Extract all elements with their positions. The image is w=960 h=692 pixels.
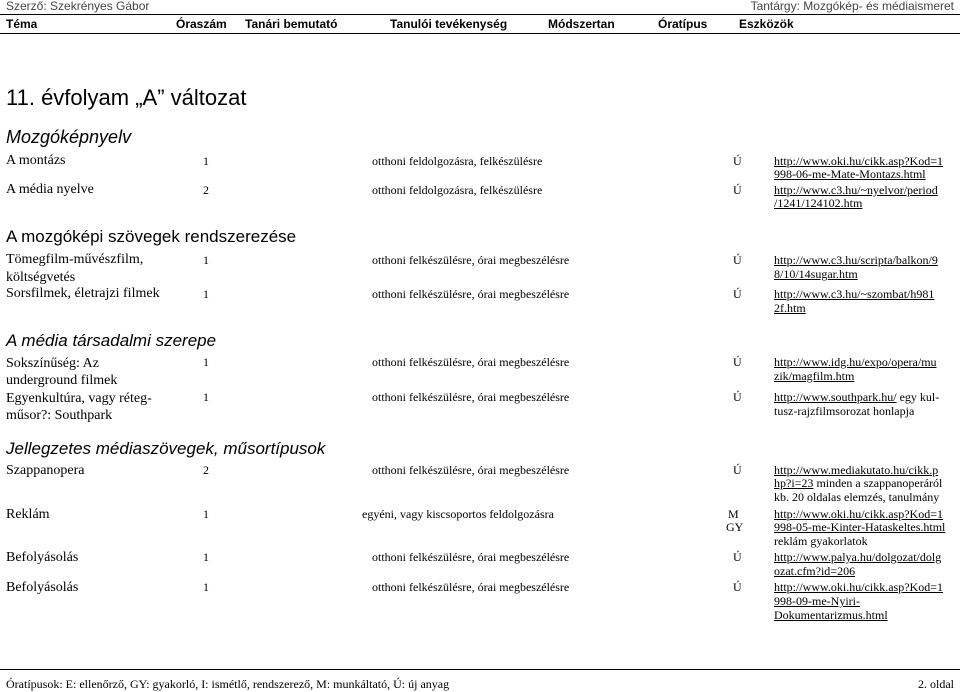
resource-link[interactable]: zik/magfilm.htm (774, 369, 855, 383)
topic-cell: Szappanopera (6, 463, 85, 478)
hours-cell: 1 (203, 390, 209, 404)
footer-rule (0, 669, 960, 670)
resource-link[interactable]: ozat.cfm?id=206 (774, 564, 856, 578)
activity-cell: otthoni feldolgozásra, felkészülésre (372, 183, 543, 197)
header-rule-bottom (0, 33, 960, 34)
lesson-type-cell: Ú (733, 390, 742, 404)
topic-cell: underground filmek (6, 373, 118, 388)
activity-cell: otthoni felkészülésre, órai megbeszélésre (372, 390, 570, 404)
activity-cell: otthoni feldolgozásra, felkészülésre (372, 154, 543, 168)
hours-cell: 1 (203, 154, 209, 168)
activity-cell: otthoni felkészülésre, órai megbeszélésre (372, 463, 570, 477)
lesson-type-cell: Ú (733, 580, 742, 594)
column-header-hours: Óraszám (176, 17, 227, 31)
resource-note: minden a szappanoperáról (813, 476, 943, 490)
hours-cell: 1 (203, 253, 209, 267)
lesson-type-cell: Ú (733, 550, 742, 564)
section-heading: Mozgóképnyelv (6, 127, 132, 147)
resource-link[interactable]: http://www.mediakutato.hu/cikk.p (774, 463, 939, 477)
topic-cell: Egyenkultúra, vagy réteg- (6, 391, 152, 406)
hours-cell: 2 (203, 463, 209, 477)
topic-cell: műsor?: Southpark (6, 408, 113, 423)
lesson-type-cell: Ú (733, 463, 742, 477)
hours-cell: 1 (203, 550, 209, 564)
resource-link[interactable]: http://www.oki.hu/cikk.asp?Kod=1 (774, 154, 943, 168)
topic-cell: A montázs (6, 153, 66, 168)
resource-link[interactable]: 2f.htm (774, 301, 806, 315)
page-title: 11. évfolyam „A” változat (6, 85, 247, 110)
column-header-lesson-type: Óratípus (658, 17, 708, 31)
resource-link[interactable]: 998-06-me-Mate-Montazs.html (774, 167, 926, 181)
resource-link[interactable]: 8/10/14sugar.htm (774, 267, 858, 281)
resource-note: egy kul- (896, 390, 940, 404)
hours-cell: 2 (203, 183, 209, 197)
column-header-teacher-demo: Tanári bemutató (245, 17, 338, 31)
topic-cell: Tömegfilm-művészfilm, (6, 252, 144, 267)
resource-note: reklám gyakorlatok (774, 534, 868, 548)
resource-link[interactable]: 998-09-me-Nyiri- (774, 594, 860, 608)
subject-label: Tantárgy: Mozgókép- és médiaismeret (750, 0, 954, 13)
topic-cell: Befolyásolás (6, 550, 79, 565)
lesson-type-cell: Ú (733, 287, 742, 301)
section-heading: A média társadalmi szerepe (6, 331, 217, 350)
resource-cell (774, 477, 942, 490)
author-label: Szerző: Szekrényes Gábor (6, 0, 150, 13)
topic-cell: A média nyelve (6, 182, 94, 197)
resource-note: kb. 20 oldalas elemzés, tanulmány (774, 490, 940, 504)
activity-cell: otthoni felkészülésre, órai megbeszélésre (372, 355, 570, 369)
activity-cell: otthoni felkészülésre, órai megbeszélésre (372, 287, 570, 301)
activity-cell: otthoni felkészülésre, órai megbeszélésre (372, 580, 570, 594)
topic-cell: Befolyásolás (6, 580, 79, 595)
topic-cell: költségvetés (6, 270, 76, 285)
lesson-type-cell: GY (726, 520, 744, 534)
topic-cell: Sorsfilmek, életrajzi filmek (6, 286, 160, 301)
resource-link[interactable]: http://www.oki.hu/cikk.asp?Kod=1 (774, 507, 943, 521)
resource-cell (774, 391, 939, 404)
hours-cell: 1 (203, 287, 209, 301)
resource-link[interactable]: http://www.idg.hu/expo/opera/mu (774, 355, 937, 369)
section-heading: A mozgóképi szövegek rendszerezése (6, 227, 297, 246)
topic-cell: Reklám (6, 507, 50, 522)
column-header-student-activity: Tanulói tevékenység (390, 17, 508, 31)
footer-legend: Óratípusok: E: ellenőrző, GY: gyakorló, I: ismétlő, rendszerező, M: munkáltató, Ú: új anyag (6, 677, 450, 691)
resource-link[interactable]: http://www.southpark.hu/ (774, 390, 897, 404)
column-header-methodology: Módszertan (548, 17, 615, 31)
resource-link[interactable]: http://www.c3.hu/~szombat/h981 (774, 287, 935, 301)
activity-cell: egyéni, vagy kiscsoportos feldolgozásra (362, 507, 554, 521)
column-header-tools: Eszközök (739, 17, 794, 31)
activity-cell: otthoni felkészülésre, órai megbeszélésre (372, 253, 570, 267)
lesson-type-cell: Ú (733, 154, 742, 168)
page-number: 2. oldal (918, 677, 954, 691)
hours-cell: 1 (203, 507, 209, 521)
resource-link[interactable]: http://www.c3.hu/scripta/balkon/9 (774, 253, 938, 267)
lesson-type-cell: M (728, 507, 739, 521)
hours-cell: 1 (203, 580, 209, 594)
resource-link[interactable]: /1241/124102.htm (774, 196, 863, 210)
resource-link[interactable]: http://www.oki.hu/cikk.asp?Kod=1 (774, 580, 943, 594)
resource-link[interactable]: http://www.c3.hu/~nyelvor/period (774, 183, 938, 197)
lesson-type-cell: Ú (733, 355, 742, 369)
hours-cell: 1 (203, 355, 209, 369)
activity-cell: otthoni felkészülésre, órai megbeszélésre (372, 550, 570, 564)
resource-link[interactable]: Dokumentarizmus.html (774, 608, 888, 622)
lesson-type-cell: Ú (733, 253, 742, 267)
resource-link[interactable]: 998-05-me-Kinter-Hataskeltes.html (774, 520, 946, 534)
topic-cell: Sokszínűség: Az (6, 356, 99, 371)
column-header-topic: Téma (6, 17, 38, 31)
resource-link[interactable]: http://www.palya.hu/dolgozat/dolg (774, 550, 942, 564)
section-heading: Jellegzetes médiaszövegek, műsortípusok (6, 439, 326, 458)
resource-note: tusz-rajzfilmsorozat honlapja (774, 404, 915, 418)
lesson-type-cell: Ú (733, 183, 742, 197)
resource-link[interactable]: hp?i=23 (774, 476, 814, 490)
header-rule-top (0, 14, 960, 15)
